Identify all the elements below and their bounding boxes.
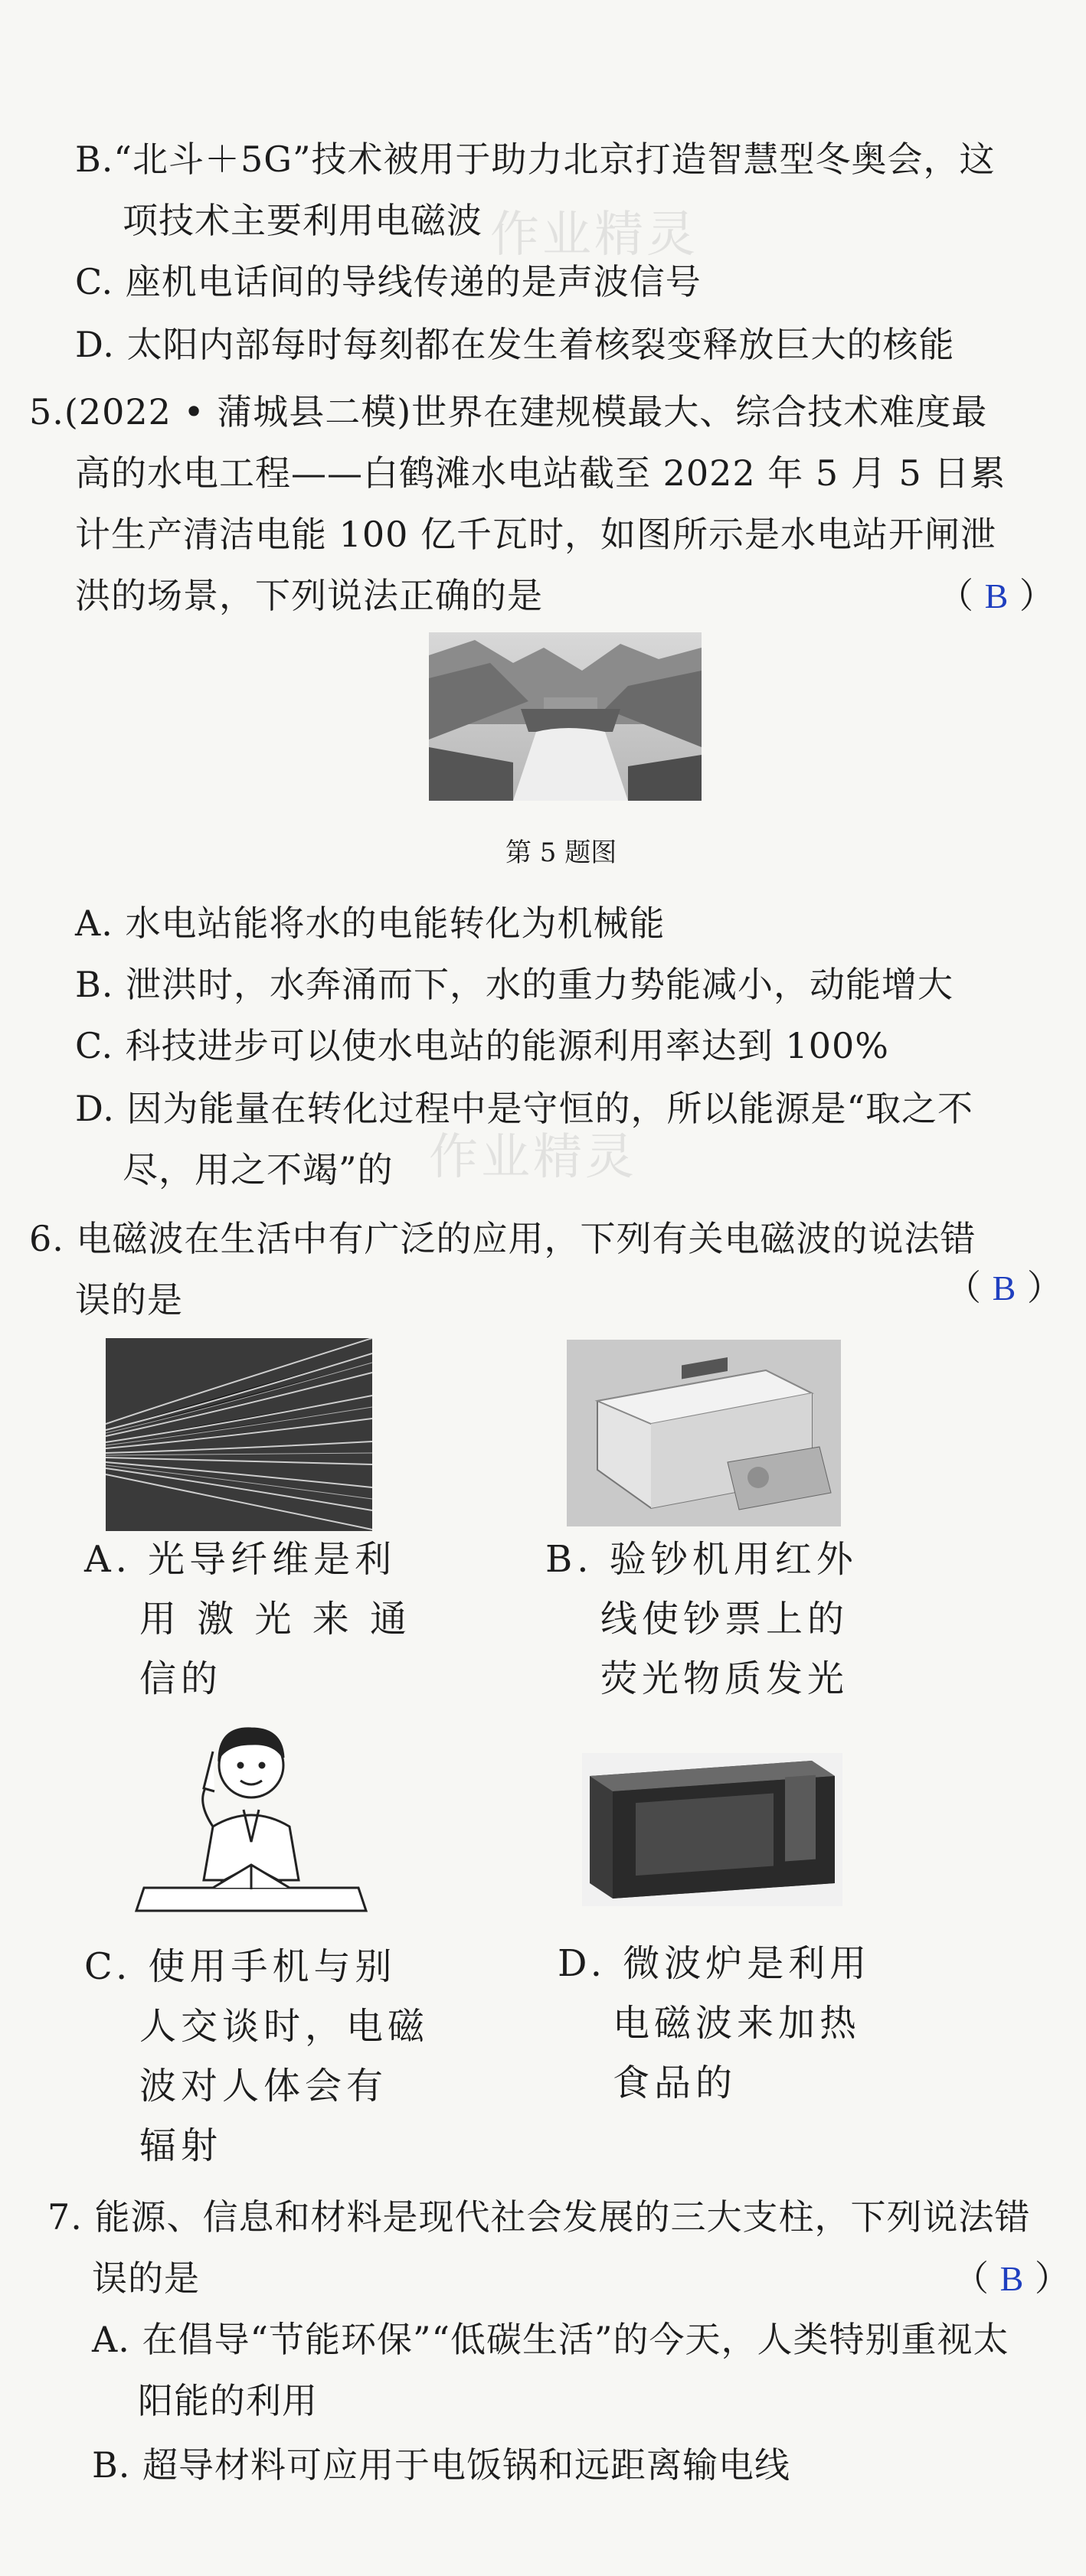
q4-option-d: D. 太阳内部每时每刻都在发生着核裂变释放巨大的核能 <box>75 324 955 365</box>
q7-option-a-line2: 阳能的利用 <box>138 2380 318 2421</box>
q6-option-b-line3: 荧光物质发光 <box>600 1657 849 1700</box>
q4-option-b-line2: 项技术主要利用电磁波 <box>123 200 482 241</box>
q7-option-a-line1: A. 在倡导“节能环保”“低碳生活”的今天，人类特别重视太 <box>92 2319 1009 2360</box>
q7-answer-letter: B <box>999 2259 1024 2298</box>
q6-option-d-line1: D. 微波炉是利用 <box>558 1942 872 1985</box>
q6-option-a <box>84 1530 411 1709</box>
dam-photo <box>429 632 702 801</box>
q6-answer: （ B ） <box>946 1267 1062 1308</box>
q5-stem-line2: 高的水电工程——白鹤滩水电站截至 2022 年 5 月 5 日累 <box>75 452 1006 494</box>
q5-figure-caption: 第 5 题图 <box>505 837 617 868</box>
q5-option-d-line1: D. 因为能量在转化过程中是守恒的，所以能源是“取之不 <box>75 1088 974 1129</box>
q6-option-a-line1: A. 光导纤维是利 <box>84 1538 397 1581</box>
q5-option-b: B. 泄洪时，水奔涌而下，水的重力势能减小，动能增大 <box>75 964 954 1005</box>
q6-option-c-line1: C. 使用手机与别 <box>84 1945 397 1988</box>
optical-fiber-photo <box>106 1338 372 1531</box>
q7-option-b: B. 超导材料可应用于电饭锅和远距离输电线 <box>92 2444 791 2486</box>
q6-option-c-line2: 人交谈时，电磁 <box>139 2005 430 2048</box>
q6-option-a-line3: 信的 <box>139 1657 223 1700</box>
q6-option-d <box>558 1934 871 2113</box>
q4-option-b-line1: B.“北斗＋5G”技术被用于助力北京打造智慧型冬奥会，这 <box>75 139 996 180</box>
q5-stem-line3: 计生产清洁电能 100 亿千瓦时，如图所示是水电站开闸泄 <box>75 514 997 555</box>
q6-option-b <box>545 1530 858 1709</box>
q5-option-c: C. 科技进步可以使水电站的能源利用率达到 100% <box>75 1025 889 1066</box>
q6-option-b-line2: 线使钞票上的 <box>600 1598 849 1641</box>
phone-call-illustration <box>129 1712 374 1931</box>
q4-option-c: C. 座机电话间的导线传递的是声波信号 <box>75 261 702 302</box>
q6-option-c-line4: 辐射 <box>139 2124 223 2167</box>
q6-option-c-line3: 波对人体会有 <box>139 2065 388 2107</box>
money-counter-photo <box>567 1340 841 1526</box>
q7-answer: （ B ） <box>954 2258 1070 2299</box>
q6-option-a-line2: 用 激 光 来 通 <box>139 1598 412 1641</box>
q5-stem-line1: 5.(2022 • 蒲城县二模)世界在建规模最大、综合技术难度最 <box>29 391 988 433</box>
q5-answer: （ B ） <box>938 575 1055 616</box>
microwave-oven-photo <box>582 1753 842 1906</box>
q6-stem-line1: 6. 电磁波在生活中有广泛的应用，下列有关电磁波的说法错 <box>29 1218 976 1259</box>
q6-answer-letter: B <box>992 1268 1016 1308</box>
q5-answer-letter: B <box>984 576 1009 615</box>
q6-option-b-line1: B. 验钞机用红外 <box>545 1538 858 1581</box>
q5-stem-line4: 洪的场景，下列说法正确的是 <box>75 575 543 616</box>
watermark: 作业精灵 <box>429 1129 637 1186</box>
q5-option-d-line2: 尽，用之不竭”的 <box>123 1149 394 1190</box>
q5-option-a: A. 水电站能将水的电能转化为机械能 <box>75 903 666 944</box>
q7-stem-line2: 误的是 <box>92 2258 200 2299</box>
q6-option-d-line3: 食品的 <box>613 2062 738 2104</box>
q7-stem-line1: 7. 能源、信息和材料是现代社会发展的三大支柱，下列说法错 <box>47 2196 1031 2238</box>
q6-stem-line2: 误的是 <box>75 1279 183 1321</box>
watermark: 作业精灵 <box>490 207 698 263</box>
q6-option-d-line2: 电磁波来加热 <box>613 2002 862 2045</box>
q6-option-c <box>84 1937 429 2176</box>
